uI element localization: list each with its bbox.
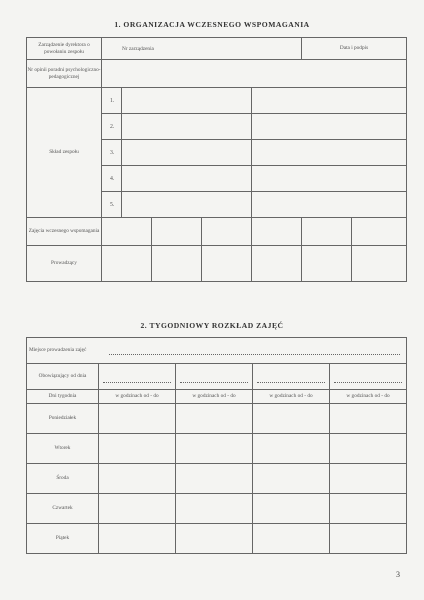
prowadzacy-cell[interactable] bbox=[202, 246, 252, 282]
page-number: 3 bbox=[396, 570, 400, 579]
prowadzacy-cell[interactable] bbox=[102, 246, 152, 282]
schedule-cell[interactable] bbox=[99, 494, 176, 524]
miejsce-input[interactable] bbox=[109, 354, 400, 355]
day-label: Piątek bbox=[27, 524, 99, 554]
schedule-cell[interactable] bbox=[253, 464, 330, 494]
section2-title: 2. TYGODNIOWY ROZKŁAD ZAJĘĆ bbox=[140, 321, 284, 330]
day-label: Wtorek bbox=[27, 434, 99, 464]
dni-tygodnia-label: Dni tygodnia bbox=[27, 390, 99, 404]
obowiazujacy-cell[interactable] bbox=[99, 364, 176, 390]
day-label: Poniedziałek bbox=[27, 404, 99, 434]
hours-header: w godzinach od - do bbox=[253, 390, 330, 404]
member-role[interactable] bbox=[252, 166, 407, 192]
member-number: 2. bbox=[102, 114, 122, 140]
member-number: 1. bbox=[102, 88, 122, 114]
schedule-cell[interactable] bbox=[176, 434, 253, 464]
prowadzacy-label: Prowadzący bbox=[27, 246, 102, 282]
obowiazujacy-label: Obowiązujący od dnia bbox=[27, 364, 99, 390]
schedule-cell[interactable] bbox=[176, 524, 253, 554]
prowadzacy-cell[interactable] bbox=[302, 246, 352, 282]
schedule-cell[interactable] bbox=[176, 464, 253, 494]
member-name[interactable] bbox=[122, 140, 252, 166]
section1-title: 1. ORGANIZACJA WCZESNEGO WSPOMAGANIA bbox=[114, 20, 310, 29]
zajecia-cell[interactable] bbox=[202, 218, 252, 246]
member-role[interactable] bbox=[252, 88, 407, 114]
schedule-cell[interactable] bbox=[330, 434, 407, 464]
day-label: Czwartek bbox=[27, 494, 99, 524]
schedule-cell[interactable] bbox=[176, 494, 253, 524]
nr-zarzadzenia-label: Nr zarządzenia bbox=[102, 38, 302, 60]
member-number: 5. bbox=[102, 192, 122, 218]
schedule-cell[interactable] bbox=[330, 524, 407, 554]
opinia-value[interactable] bbox=[102, 60, 407, 88]
schedule-cell[interactable] bbox=[99, 434, 176, 464]
zarzadzenie-label: Zarządzenie dyrektora o powołaniu zespołu bbox=[27, 38, 102, 60]
hours-header: w godzinach od - do bbox=[176, 390, 253, 404]
miejsce-label: Miejsce prowadzenia zajęć bbox=[29, 347, 87, 353]
member-name[interactable] bbox=[122, 192, 252, 218]
prowadzacy-cell[interactable] bbox=[352, 246, 407, 282]
schedule-table bbox=[26, 337, 407, 554]
obowiazujacy-cell[interactable] bbox=[253, 364, 330, 390]
zajecia-cell[interactable] bbox=[102, 218, 152, 246]
member-role[interactable] bbox=[252, 192, 407, 218]
data-i-podpis-label: Data i podpis bbox=[302, 38, 407, 60]
schedule-cell[interactable] bbox=[99, 464, 176, 494]
schedule-cell[interactable] bbox=[99, 404, 176, 434]
schedule-cell[interactable] bbox=[176, 404, 253, 434]
zajecia-cell[interactable] bbox=[302, 218, 352, 246]
schedule-cell[interactable] bbox=[330, 494, 407, 524]
member-role[interactable] bbox=[252, 140, 407, 166]
obowiazujacy-cell[interactable] bbox=[176, 364, 253, 390]
schedule-cell[interactable] bbox=[253, 494, 330, 524]
hours-header: w godzinach od - do bbox=[99, 390, 176, 404]
schedule-cell[interactable] bbox=[330, 464, 407, 494]
schedule-cell[interactable] bbox=[253, 404, 330, 434]
organization-table bbox=[26, 37, 407, 282]
obowiazujacy-cell[interactable] bbox=[330, 364, 407, 390]
sklad-zespolu-label: Skład zespołu bbox=[27, 88, 102, 218]
member-name[interactable] bbox=[122, 88, 252, 114]
schedule-cell[interactable] bbox=[253, 524, 330, 554]
zajecia-cell[interactable] bbox=[352, 218, 407, 246]
hours-header: w godzinach od - do bbox=[330, 390, 407, 404]
prowadzacy-cell[interactable] bbox=[252, 246, 302, 282]
zajecia-label: Zajęcia wczesnego wspomagania bbox=[27, 218, 102, 246]
schedule-cell[interactable] bbox=[99, 524, 176, 554]
member-number: 3. bbox=[102, 140, 122, 166]
member-name[interactable] bbox=[122, 114, 252, 140]
schedule-cell[interactable] bbox=[253, 434, 330, 464]
miejsce-row bbox=[27, 338, 407, 364]
member-number: 4. bbox=[102, 166, 122, 192]
day-label: Środa bbox=[27, 464, 99, 494]
schedule-cell[interactable] bbox=[330, 404, 407, 434]
member-role[interactable] bbox=[252, 114, 407, 140]
zajecia-cell[interactable] bbox=[252, 218, 302, 246]
opinia-label: Nr opinii poradni psychologiczno-pedagogicznej bbox=[27, 60, 102, 88]
member-name[interactable] bbox=[122, 166, 252, 192]
prowadzacy-cell[interactable] bbox=[152, 246, 202, 282]
zajecia-cell[interactable] bbox=[152, 218, 202, 246]
